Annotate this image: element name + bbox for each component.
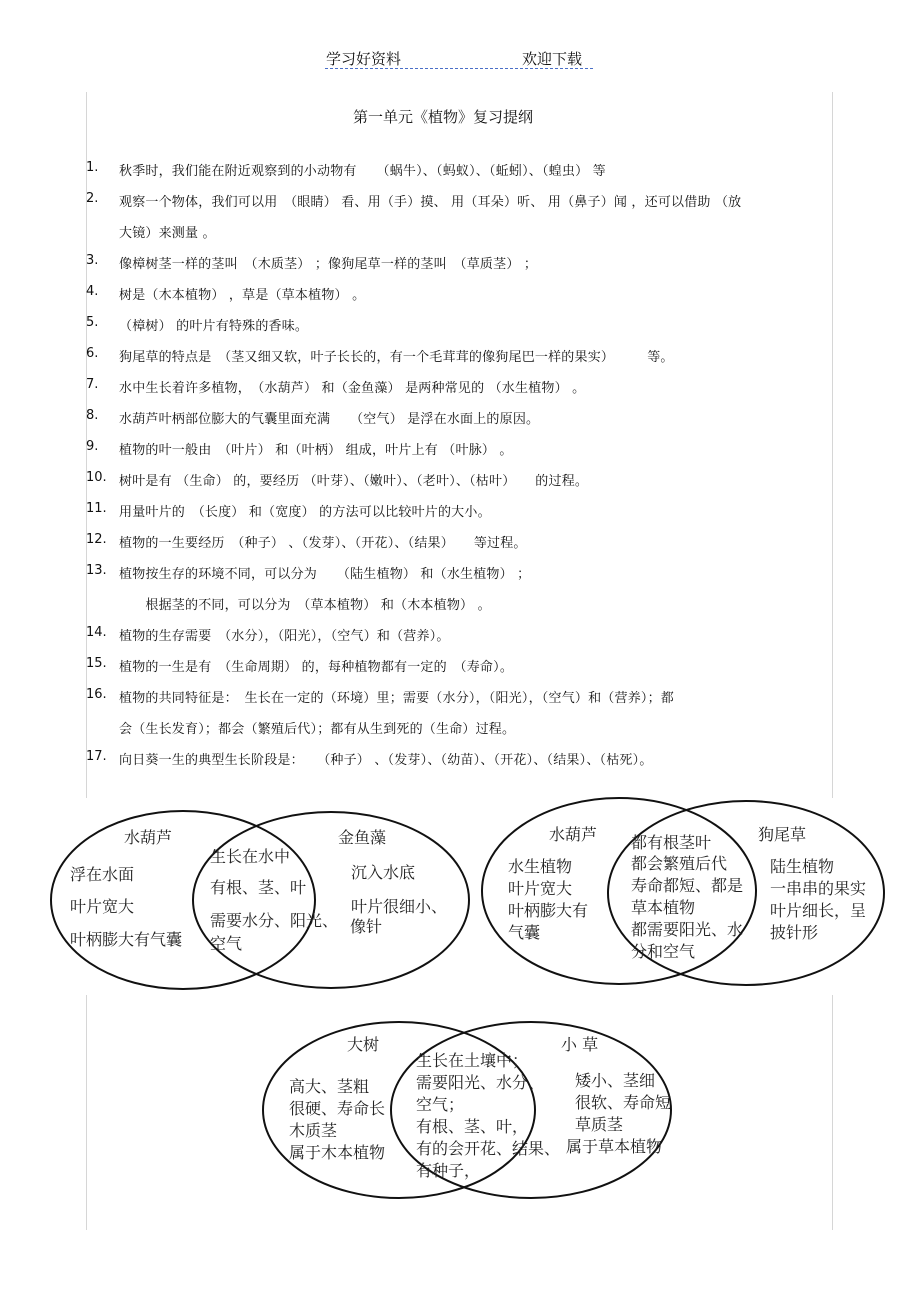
- venn3-middle-line: 有的会开花、结果、: [416, 1139, 561, 1158]
- list-item: 观察一个物体，我们可以用 （眼睛） 看、用（手）摸、 用（耳朵）听、 用（鼻子）闻 ，还可以借助 （放: [119, 195, 742, 210]
- venn2-right-line: 披针形: [770, 923, 819, 942]
- list-item: 植物按生存的环境不同，可以分为 （陆生植物） 和（水生植物） ；: [119, 567, 531, 582]
- venn2-middle-line: 草本植物: [631, 898, 696, 917]
- item-number: 13.: [86, 563, 107, 578]
- list-item: 向日葵一生的典型生长阶段是： （种子） 、（发芽）、（幼苗）、（开花）、（结果）、（枯死）。: [119, 753, 653, 768]
- venn1-middle-line: 空气: [210, 934, 243, 953]
- venn3-middle-line: 空气；: [416, 1095, 465, 1114]
- venn3-right-line: 矮小、茎细: [575, 1071, 656, 1090]
- venn1-middle-line: 需要水分、阳光、: [210, 911, 339, 930]
- list-item: 植物的共同特征是： 生长在一定的（环境）里；需要（水分），（阳光），（空气）和（营养）；都: [119, 691, 675, 706]
- venn2-middle-line: 分和空气: [631, 942, 696, 961]
- venn2-left-line: 叶柄膨大有: [508, 901, 589, 920]
- venn3-left-line: 属于木本植物: [289, 1143, 386, 1162]
- venn3-right-title: 小 草: [561, 1035, 599, 1054]
- venn3-right-line: 属于草本植物: [566, 1137, 663, 1156]
- item-number: 17.: [86, 749, 107, 764]
- venn2-left-line: 叶片宽大: [508, 879, 573, 898]
- venn2-middle-line: 都会繁殖后代: [631, 854, 728, 873]
- list-item: 树是（木本植物） ，草是（草本植物） 。: [119, 288, 366, 303]
- venn2-right-line: 叶片细长，呈: [770, 901, 867, 920]
- item-number: 15.: [86, 656, 107, 671]
- venn3-middle-line: 需要阳光、水分、: [416, 1073, 545, 1092]
- venn3-right-line: 草质茎: [575, 1115, 624, 1134]
- list-item: 植物的一生是有 （生命周期） 的，每种植物都有一定的 （寿命）。: [119, 660, 514, 675]
- venn-water-hyacinth-vs-hornwort: [51, 811, 469, 989]
- venn1-middle-line: 有根、茎、叶: [210, 878, 307, 897]
- header-right: 欢迎下载: [522, 50, 583, 68]
- list-item: 植物的叶一般由 （叶片） 和（叶柄） 组成，叶片上有 （叶脉） 。: [119, 443, 513, 458]
- item-number: 6.: [86, 346, 99, 361]
- venn2-right-line: 一串串的果实: [770, 879, 867, 898]
- venn1-right-line: 像针: [350, 917, 383, 936]
- list-item: （樟树） 的叶片有特殊的香味。: [119, 319, 309, 334]
- item-number: 4.: [86, 284, 99, 299]
- venn1-left-title: 水葫芦: [124, 828, 173, 847]
- header-left: 学习好资料: [326, 50, 402, 68]
- venn2-left-line: 气囊: [508, 923, 541, 942]
- list-item: 水中生长着许多植物， （水葫芦） 和（金鱼藻） 是两种常见的 （水生植物） 。: [119, 381, 586, 396]
- venn3-left-line: 木质茎: [289, 1121, 338, 1140]
- list-item: 植物的一生要经历 （种子） 、（发芽）、（开花）、（结果） 等过程。: [119, 536, 527, 551]
- venn3-left-title: 大树: [347, 1035, 380, 1054]
- list-item: 像樟树茎一样的茎叫 （木质茎） ；像狗尾草一样的茎叫 （草质茎） ；: [119, 257, 538, 272]
- item-number: 2.: [86, 191, 99, 206]
- list-item: 树叶是有 （生命） 的，要经历 （叶芽）、（嫩叶）、（老叶）、（枯叶） 的过程。: [119, 474, 589, 489]
- venn2-middle-line: 寿命都短、都是: [631, 876, 744, 895]
- venn2-left-title: 水葫芦: [549, 825, 598, 844]
- venn-tree-vs-grass: [263, 1022, 671, 1198]
- venn2-right-line: 陆生植物: [770, 857, 835, 876]
- list-item-cont: 会（生长发育）；都会（繁殖后代）；都有从生到死的（生命）过程。: [119, 722, 516, 737]
- list-item-cont: 根据茎的不同，可以分为 （草本植物） 和（木本植物） 。: [119, 598, 491, 613]
- venn3-middle-line: 有根、茎、叶，: [416, 1117, 529, 1136]
- venn3-right-line: 很软、寿命短: [575, 1093, 672, 1112]
- item-number: 8.: [86, 408, 99, 423]
- venn1-middle-line: 生长在水中: [210, 847, 291, 866]
- venn1-right-line: 叶片很细小、: [351, 897, 448, 916]
- list-item: 狗尾草的特点是 （茎又细又软，叶子长长的，有一个毛茸茸的像狗尾巴一样的果实） 等。: [119, 350, 674, 365]
- venn3-left-line: 高大、茎粗: [289, 1077, 370, 1096]
- list-item: 用量叶片的 （长度） 和（宽度） 的方法可以比较叶片的大小。: [119, 505, 491, 520]
- venn1-right-line: 沉入水底: [351, 863, 416, 882]
- venn-water-hyacinth-vs-foxtail: [482, 798, 884, 985]
- list-item: 植物的生存需要 （水分），（阳光），（空气）和（营养）。: [119, 629, 450, 644]
- list-item: 秋季时，我们能在附近观察到的小动物有 （蜗牛）、（蚂蚁）、（蚯蚓）、（蝗虫） 等: [119, 164, 606, 179]
- venn1-left-line: 叶片宽大: [70, 897, 135, 916]
- venn2-middle-line: 都需要阳光、水: [631, 920, 744, 939]
- item-number: 11.: [86, 501, 107, 516]
- list-item: 水葫芦叶柄部位膨大的气囊里面充满 （空气） 是浮在水面上的原因。: [119, 412, 540, 427]
- venn1-left-line: 叶柄膨大有气囊: [70, 930, 183, 949]
- item-number: 14.: [86, 625, 107, 640]
- item-number: 9.: [86, 439, 99, 454]
- item-number: 1.: [86, 160, 99, 175]
- page-title: 第一单元《植物》复习提纲: [352, 108, 533, 126]
- venn1-left-line: 浮在水面: [70, 865, 135, 884]
- venn3-middle-line: 有种子，: [416, 1161, 481, 1180]
- venn2-right-title: 狗尾草: [758, 825, 807, 844]
- venn2-middle-line: 都有根茎叶: [631, 833, 712, 852]
- item-number: 16.: [86, 687, 107, 702]
- list-item-cont: 大镜）来测量 。: [119, 226, 216, 241]
- venn3-left-line: 很硬、寿命长: [289, 1099, 386, 1118]
- item-number: 5.: [86, 315, 99, 330]
- item-number: 12.: [86, 532, 107, 547]
- item-number: 7.: [86, 377, 99, 392]
- venn1-right-title: 金鱼藻: [338, 828, 387, 847]
- item-number: 3.: [86, 253, 99, 268]
- item-number: 10.: [86, 470, 107, 485]
- venn3-middle-line: 生长在土壤中；: [416, 1051, 529, 1070]
- venn2-left-line: 水生植物: [508, 857, 573, 876]
